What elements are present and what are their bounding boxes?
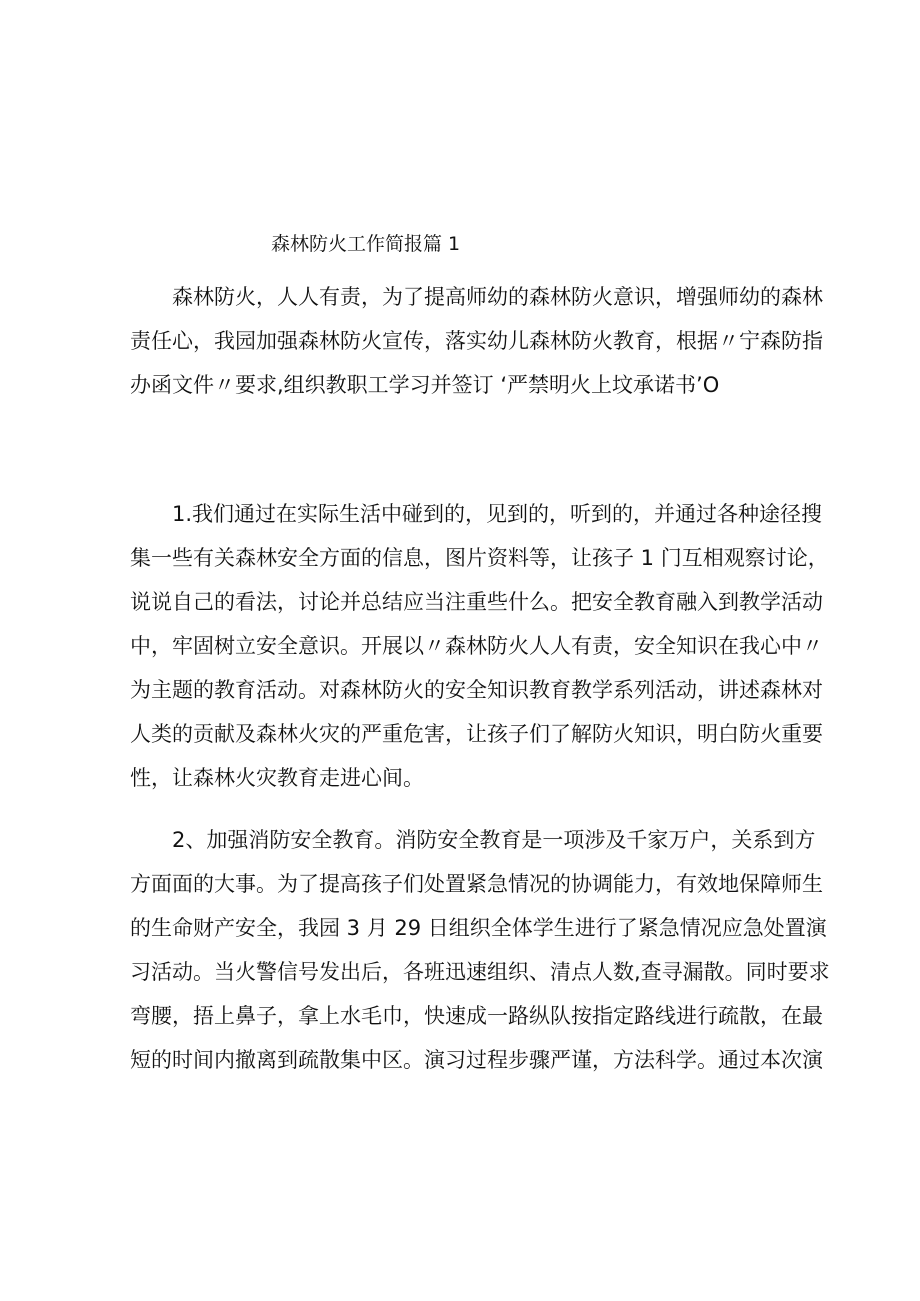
document-title: 森林防火工作简报篇 1 — [271, 233, 461, 255]
paragraph-line: 性，让森林火灾教育走进心间。 — [130, 766, 424, 790]
paragraph-line: 习活动。当火警信号发出后，各班迅速组织、清点人数,查寻漏散。同时要求 — [130, 960, 830, 984]
paragraph-intro — [130, 275, 823, 407]
paragraph-line: 方面面的大事。为了提高孩子们处置紧急情况的协调能力，有效地保障师生 — [130, 872, 823, 896]
paragraph-line: 1.我们通过在实际生活中碰到的，见到的，听到的，并通过各种途径搜 — [130, 502, 823, 526]
paragraph-line: 的生命财产安全，我园 3 月 29 日组织全体学生进行了紧急情况应急处置演 — [130, 916, 827, 940]
paragraph-item-2 — [130, 818, 830, 1082]
paragraph-line: 森林防火，人人有责，为了提高师幼的森林防火意识，增强师幼的森林 — [130, 285, 823, 309]
paragraph-line: 2、加强消防安全教育。消防安全教育是一项涉及千家万户，关系到方 — [130, 828, 816, 852]
paragraph-line: 中，牢固树立安全意识。开展以〃森林防火人人有责，安全知识在我心中〃 — [130, 634, 823, 658]
paragraph-line: 责任心，我园加强森林防火宣传，落实幼儿森林防火教育，根据〃宁森防指 — [130, 329, 823, 353]
paragraph-line: 办函文件〃要求,组织教职工学习并签订 ‘严禁明火上坟承诺书’O — [130, 373, 720, 397]
paragraph-line: 人类的贡献及森林火灾的严重危害，让孩子们了解防火知识，明白防火重要 — [130, 722, 823, 746]
paragraph-line: 短的时间内撤离到疏散集中区。演习过程步骤严谨，方法科学。通过本次演 — [130, 1048, 823, 1072]
paragraph-item-1 — [130, 492, 829, 800]
paragraph-line: 集一些有关森林安全方面的信息，图片资料等，让孩子 1 门互相观察讨论， — [130, 546, 829, 570]
paragraph-line: 弯腰，捂上鼻子，拿上水毛巾，快速成一路纵队按指定路线进行疏散，在最 — [130, 1004, 823, 1028]
paragraph-line: 说说自己的看法，讨论并总结应当注重些什么。把安全教育融入到教学活动 — [130, 590, 823, 614]
paragraph-line: 为主题的教育活动。对森林防火的安全知识教育教学系列活动，讲述森林对 — [130, 678, 823, 702]
